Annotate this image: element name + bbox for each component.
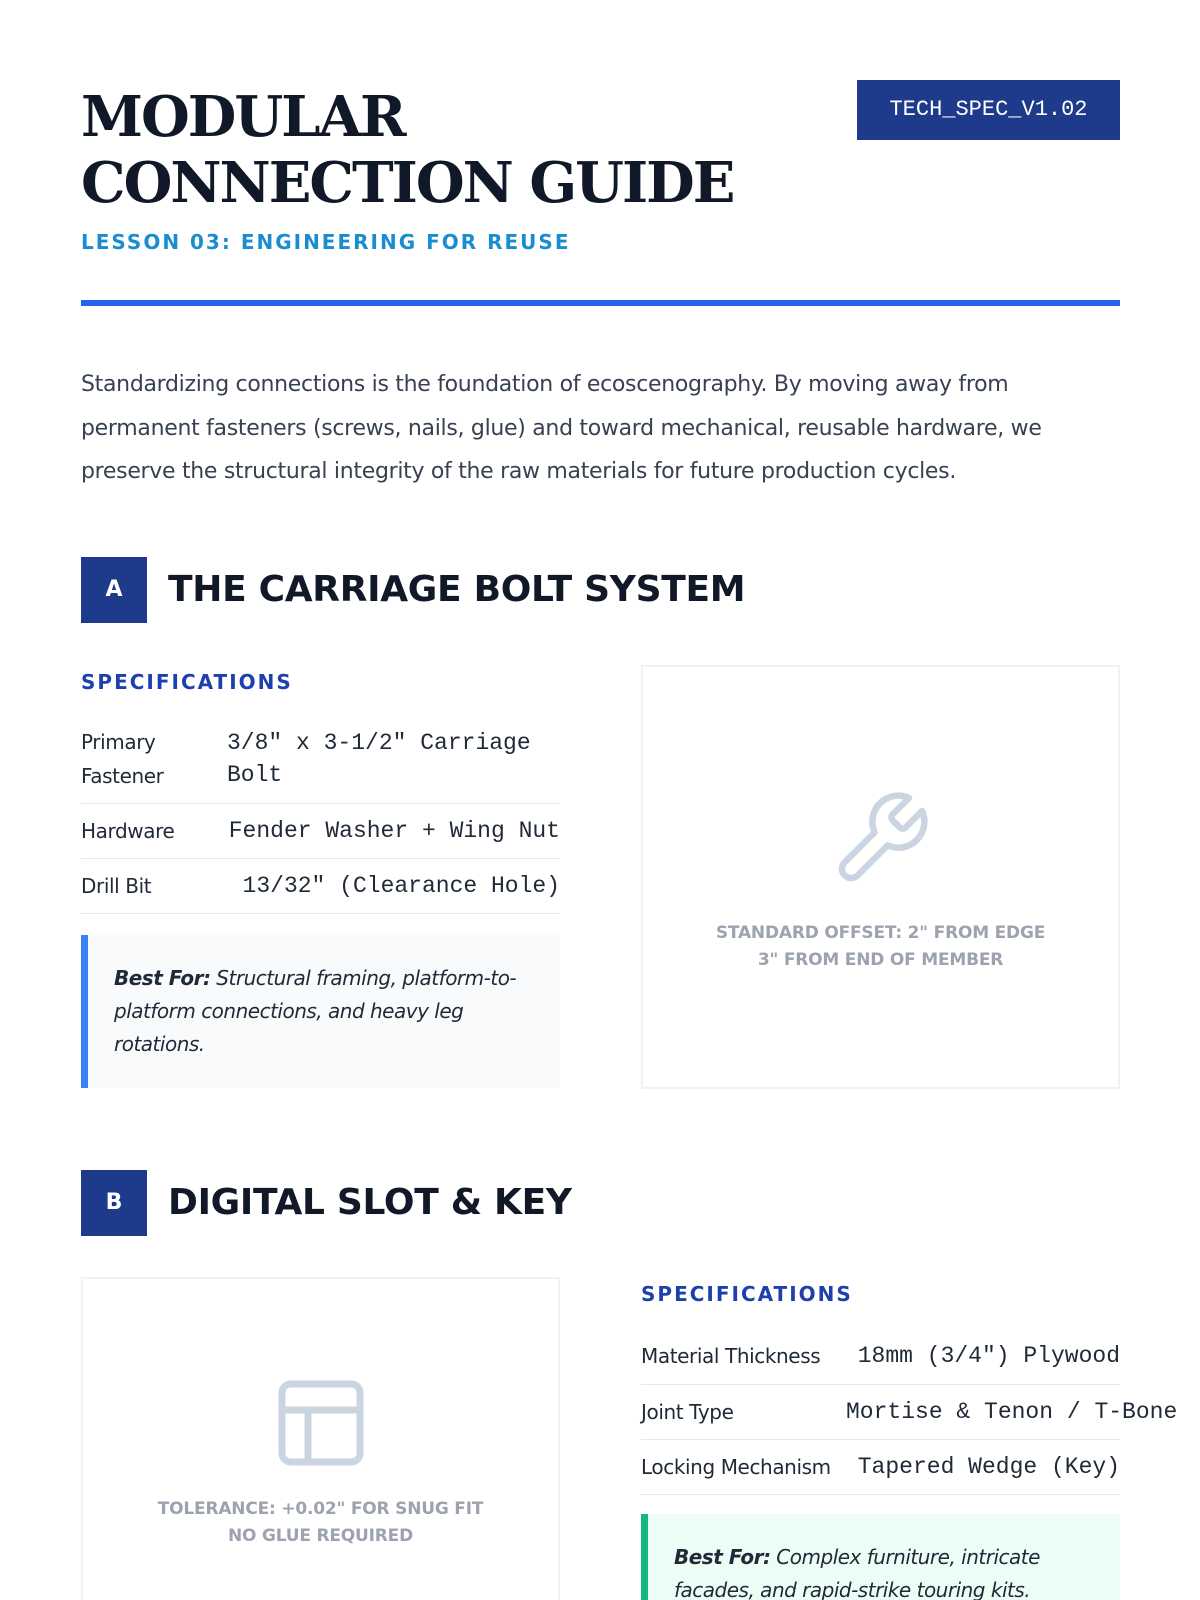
spec-value: Fender Washer + Wing Nut — [221, 803, 560, 858]
lesson-subtitle: LESSON 03: ENGINEERING FOR REUSE — [81, 230, 571, 254]
spec-label: Primary Fastener — [81, 723, 221, 803]
section-a-header — [81, 557, 1120, 623]
layout-icon — [269, 1371, 373, 1479]
spec-row — [641, 1329, 1120, 1384]
diagram-caption-line-2: 3" FROM END OF MEMBER — [757, 950, 1004, 970]
spec-label: Material Thickness — [641, 1329, 846, 1384]
spec-version-tag: TECH_SPEC_V1.02 — [857, 80, 1120, 140]
spec-row — [641, 1439, 1120, 1494]
section-b-badge: B — [81, 1170, 147, 1236]
spec-row — [641, 1384, 1120, 1439]
note-text: Structural framing, platform-to-platform connections, and heavy leg rotations. — [114, 966, 517, 1056]
section-a-best-for-note — [81, 935, 560, 1088]
diagram-caption-line-1: STANDARD OFFSET: 2" FROM EDGE — [715, 923, 1046, 943]
spec-row — [81, 803, 560, 858]
section-b-diagram — [81, 1277, 560, 1600]
note-text: Complex furniture, intricate facades, and rapid-strike touring kits. — [674, 1545, 1040, 1600]
header-divider — [81, 300, 1120, 306]
page-title: MODULAR CONNECTION GUIDE — [81, 84, 734, 216]
section-a-diagram — [641, 665, 1120, 1089]
note-label: Best For: — [114, 966, 211, 990]
diagram-caption-line-2: NO GLUE REQUIRED — [227, 1526, 413, 1546]
section-b-header — [81, 1170, 1120, 1236]
section-b-specs — [641, 1282, 1178, 1495]
spec-value: Mortise & Tenon / T-Bone — [846, 1384, 1120, 1439]
note-label: Best For: — [674, 1545, 771, 1569]
section-b-title: DIGITAL SLOT & KEY — [168, 1182, 572, 1223]
section-a-title: THE CARRIAGE BOLT SYSTEM — [168, 569, 746, 610]
wrench-icon — [829, 787, 933, 895]
spec-row — [81, 858, 560, 913]
diagram-caption-line-1: TOLERANCE: +0.02" FOR SNUG FIT — [157, 1499, 484, 1519]
spec-row — [81, 723, 560, 803]
section-a-spec-heading: SPECIFICATIONS — [81, 670, 293, 694]
spec-value: Tapered Wedge (Key) — [846, 1439, 1120, 1494]
spec-label: Joint Type — [641, 1384, 846, 1439]
spec-value: 3/8" x 3-1/2" Carriage Bolt — [221, 723, 560, 803]
section-a-specs — [81, 670, 560, 914]
spec-label: Drill Bit — [81, 858, 221, 913]
section-a-badge: A — [81, 557, 147, 623]
spec-value: 18mm (3/4") Plywood — [846, 1329, 1120, 1384]
intro-paragraph: Standardizing connections is the foundation of ecoscenography. By moving away from permanent fasteners (screws, nails, glue) and toward mechanical, reusable hardware, we preserve the structural integrity of the raw materials for future production cycles. — [81, 372, 1042, 484]
section-b-best-for-note — [641, 1514, 1120, 1600]
spec-document — [81, 0, 1178, 1600]
spec-label: Locking Mechanism — [641, 1439, 846, 1494]
section-b-spec-table — [641, 1329, 1178, 1495]
spec-label: Hardware — [81, 803, 221, 858]
section-b-spec-heading: SPECIFICATIONS — [641, 1282, 853, 1306]
spec-value: 13/32" (Clearance Hole) — [221, 858, 560, 913]
section-a-spec-table — [81, 723, 560, 914]
